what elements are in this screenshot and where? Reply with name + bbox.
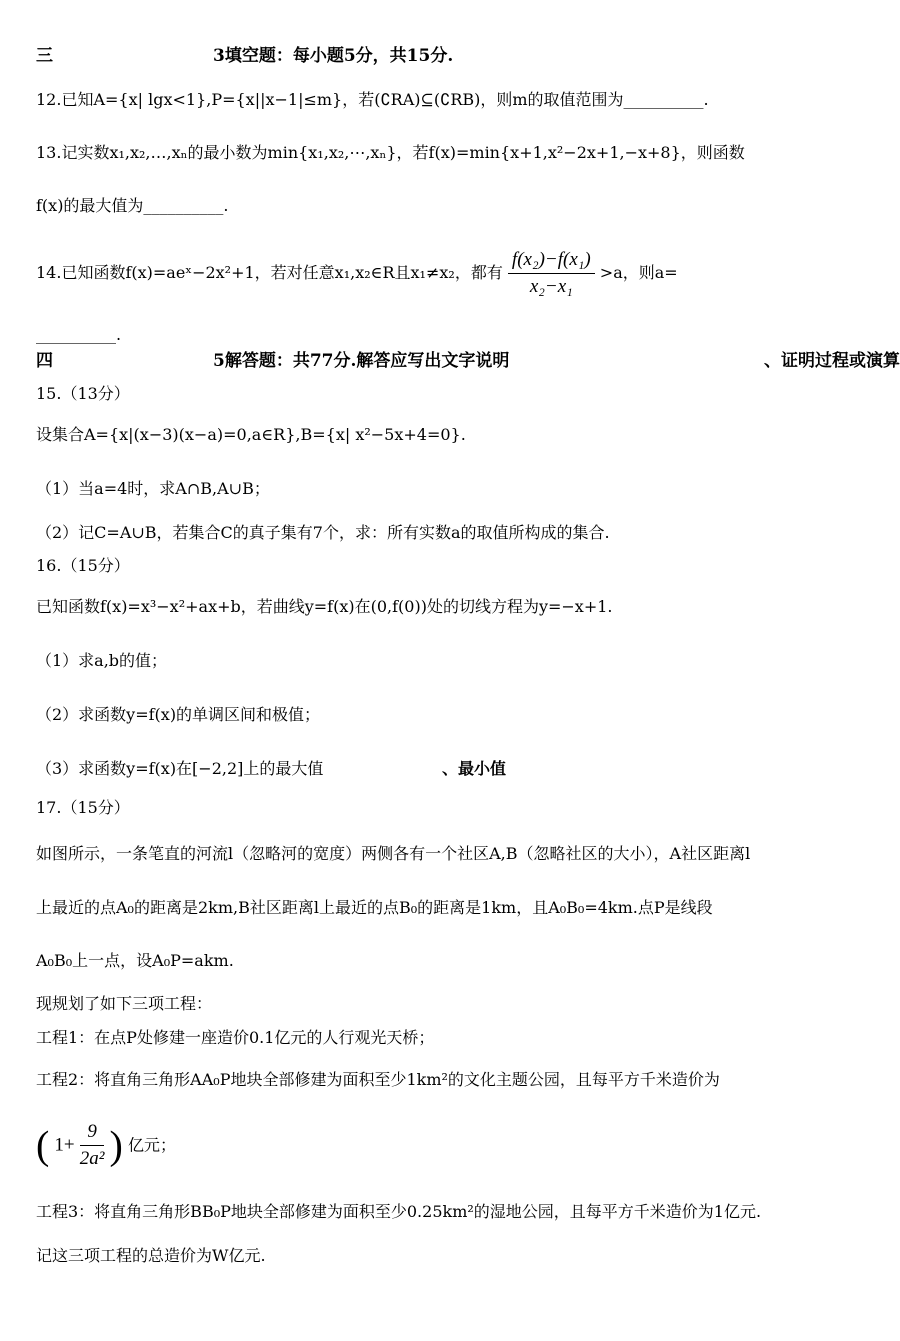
question-13-stem: 13.记实数x₁,x₂,…,xₙ的最小数为min{x₁,x₂,⋯,xₙ}，若f(x)=min{x+1,x²−2x+1,−x+8}，则函数 [36, 143, 745, 162]
question-14-line-1 [36, 248, 678, 298]
fraction-denominator: x₂−x₁ [529, 276, 573, 297]
question-12 [36, 90, 709, 110]
section-4-title: 5解答题：共77分.解答应写出文字说明 [213, 351, 510, 371]
question-16-stem: 已知函数f(x)=x³−x²+ax+b，若曲线y=f(x)在(0,f(0))处的切线方程为y=−x+1. [36, 597, 613, 616]
question-12-text: 12.已知A={x| lgx<1},P={x||x−1|≤m}，若(∁RA)⊆(∁RB)，则m的取值范围为__________. [36, 90, 709, 109]
section-3-header [36, 46, 454, 66]
question-17-line-1: 如图所示，一条笔直的河流l（忽略河的宽度）两侧各有一个社区A,B（忽略社区的大小），A社区距离l [36, 844, 751, 863]
question-17-line-8: 工程3：将直角三角形BB₀P地块全部修建为面积至少0.25km²的湿地公园，且每平方千米造价为1亿元. [36, 1202, 762, 1221]
question-17-line-4: 现规划了如下三项工程： [36, 994, 213, 1013]
question-16-part-3-text: （3）求函数y=f(x)在[−2,2]上的最大值 [36, 759, 324, 778]
question-16-part-3-tail: 、最小值 [442, 759, 507, 778]
question-17-line-6: 工程2：将直角三角形AA₀P地块全部修建为面积至少1km²的文化主题公园，且每平方千米造价为 [36, 1070, 720, 1089]
question-13-line-1 [36, 143, 745, 163]
section-4-number: 四 [36, 351, 53, 371]
question-14-condition: >a，则a= [599, 263, 678, 282]
question-15-stem: 设集合A={x|(x−3)(x−a)=0,a∈R},B={x| x²−5x+4=0}. [36, 425, 466, 444]
question-16-part-2: （2）求函数y=f(x)的单调区间和极值； [36, 705, 321, 724]
question-17-header: 17.（15分） [36, 798, 130, 817]
question-13-answer-blank: f(x)的最大值为__________. [36, 196, 229, 215]
question-17-line-3: A₀B₀上一点，设A₀P=akm. [36, 951, 234, 970]
fraction-numerator: f(x₂)−f(x₁) [508, 249, 595, 274]
left-paren: ( [36, 1122, 50, 1168]
question-14-stem: 14.已知函数f(x)=aeˣ−2x²+1，若对任意x₁,x₂∈R且x₁≠x₂，都有 [36, 263, 503, 282]
question-16-part-1: （1）求a,b的值； [36, 651, 168, 670]
section-4-title-tail: 、证明过程或演算 [764, 351, 900, 371]
question-15-part-1: （1）当a=4时，求A∩B,A∪B； [36, 479, 270, 498]
question-14-fraction [508, 249, 595, 298]
cost-expression-prefix: 1+ [54, 1134, 75, 1156]
question-17-line-9: 记这三项工程的总造价为W亿元. [36, 1246, 266, 1265]
section-3-number: 三 [36, 46, 53, 66]
question-17-line-2: 上最近的点A₀的距离是2km,B社区距离l上最近的点B₀的距离是1km，且A₀B₀=4km.点P是线段 [36, 898, 713, 917]
question-15-header: 15.（13分） [36, 384, 130, 403]
question-16-part-3 [36, 759, 900, 779]
question-13-line-2 [36, 196, 229, 216]
question-16-header: 16.（15分） [36, 556, 130, 575]
question-14-line-2 [36, 325, 121, 345]
cost-unit: 亿元； [127, 1135, 176, 1155]
question-17-line-7 [36, 1115, 176, 1176]
right-paren: ) [109, 1122, 123, 1168]
question-17-line-5: 工程1：在点P处修建一座造价0.1亿元的人行观光天桥； [36, 1028, 435, 1047]
cost-fraction-denominator: 2a² [79, 1148, 105, 1169]
cost-fraction [80, 1121, 105, 1170]
cost-fraction-numerator: 9 [80, 1121, 105, 1146]
question-15-part-2: （2）记C=A∪B，若集合C的真子集有7个，求：所有实数a的取值所构成的集合. [36, 523, 610, 542]
question-14-answer-blank: __________. [36, 325, 122, 344]
section-4-header [36, 351, 900, 371]
section-3-title: 3填空题：每小题5分，共15分. [213, 46, 454, 66]
